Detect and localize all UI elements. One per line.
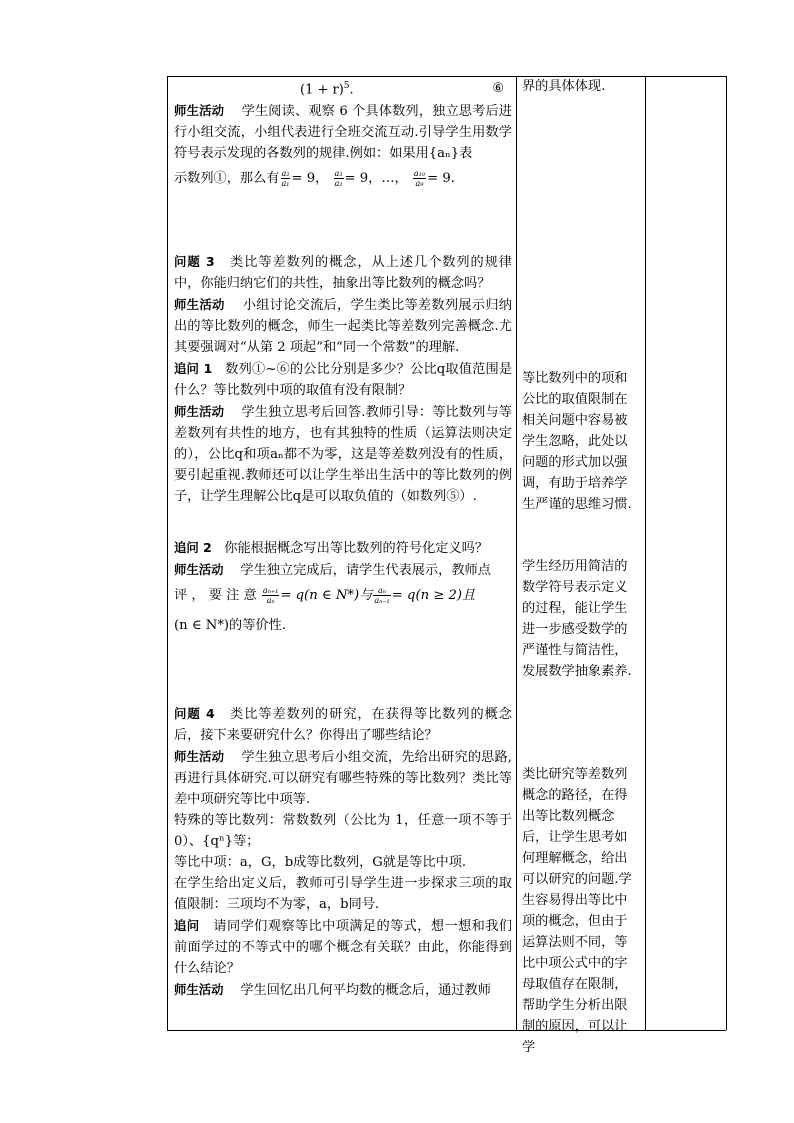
teacher-guide: 在学生给出定义后，教师可引导学生进一步探求三项的取值限制：三项均不为零，a，b同号. <box>174 876 512 913</box>
fraction: $\frac{\text{a₃}}{\text{a₂}}$ <box>334 169 343 189</box>
geometric-mean-def: 等比中项：a，G，b成等比数列，G就是等比中项. <box>174 855 467 871</box>
symbolic-definition: 评 ， 要 注 意 $\frac{\text{aₙ₊₁}}{\text{aₙ}}$ = q(n ∈ N*)与 $\frac{\text{aₙ}}{\text{aₙ₋₁}}$ = q(n ≥ 2)且 <box>174 586 476 606</box>
question-3: 问题 3 类比等差数列的概念，从上述几个数列的规律中，你能归纳它们的共性，抽象出等比数列的概念吗？ <box>174 254 512 292</box>
activity-column <box>174 76 512 1001</box>
follow-up-1: 追问 1 数列①~⑥的公比分别是多少？公比q取值范围是什么？等比数列中项的取值有没有限制？ <box>174 361 513 399</box>
activity-paragraph: 师生活动 小组讨论交流后，学生类比等差数列展示归纳出的等比数列的概念，师生一起类比等差数列完善概念.尤其要强调对“从第 2 项起”和“同一个常数”的理解. <box>174 297 512 356</box>
fraction: $\frac{\text{a₂}}{\text{a₁}}$ <box>281 169 290 189</box>
activity-paragraph: 师生活动 学生独立完成后，请学生代表展示，教师点 <box>174 562 491 579</box>
fraction: $\frac{\text{aₙ}}{\text{aₙ₋₁}}$ <box>374 586 390 606</box>
activity-paragraph: 师生活动 学生回忆出几何平均数的概念后，通过教师 <box>174 982 491 999</box>
note-3: 类比研究等差数列概念的路径，在得出等比数列概念后，让学生思考如何理解概念，给出可以研究的问题.学生容易得出等比中项的概念，但由于运算法则不同，等比中项公式中的字母取值存在限制，帮助学生分析出限制的原因，可以让学 <box>522 767 632 1055</box>
question-4: 问题 4 类比等差数列的研究，在获得等比数列的概念后，接下来要研究什么？你得出了哪些结论？ <box>174 706 512 744</box>
table-border-right <box>726 76 727 1030</box>
follow-up-3: 追问 请同学们观察等比中项满足的等式，想一想和我们前面学过的不等式中的哪个概念有关联？由此，你能得到什么结论？ <box>174 918 513 977</box>
formula-line: $(1 + r)^5$. ⑥ <box>174 76 512 100</box>
special-sequences: 特殊的等比数列：常数数列（公比为 1，任意一项不等于 0）、{qⁿ}等； <box>174 813 512 850</box>
equivalence-line: (n ∈ N*)的等价性. <box>174 618 287 634</box>
table-border-bottom <box>167 1030 726 1031</box>
note-1: 等比数列中的项和公比的取值限制在相关问题中容易被学生忽略，此处以问题的形式加以强调，有助于培养学生严谨的思维习惯. <box>522 371 632 512</box>
ratio-example: 示数列①，那么有 $\frac{\text{a₂}}{\text{a₁}}$ = 9， $\frac{\text{a₃}}{\text{a₂}}$ = 9，…， $\frac{\text{a₁₀}}{\text{a₉}}$ = 9. <box>174 169 455 189</box>
note-top: 界的具体体现. <box>522 79 606 94</box>
follow-up-2: 追问 2 你能根据概念写出等比数列的符号化定义吗？ <box>174 540 489 557</box>
fraction: $\frac{\text{a₁₀}}{\text{a₉}}$ <box>413 169 426 189</box>
activity-paragraph: 师生活动 学生独立思考后回答.教师引导：等比数列与等差数列有共性的地方，也有其独特的性质（运算法则决定的），公比q和项aₙ都不为零，这是等差数列没有的性质，要引起重视.教师还可以让学生举出生活中的等比数列的例子，让学生理解公比q是可以取负值的（如数列⑤）. <box>174 404 512 505</box>
note-2: 学生经历用简洁的数学符号表示定义的过程，能让学生进一步感受数学的严谨性与简洁性，发展数学抽象素养. <box>522 559 632 679</box>
fraction: $\frac{\text{aₙ₊₁}}{\text{aₙ}}$ <box>262 586 279 606</box>
circle-number: ⑥ <box>492 80 504 96</box>
table-border-right-inner <box>645 76 646 1030</box>
table-border-mid <box>516 76 517 1030</box>
activity-paragraph: 师生活动 学生独立思考后小组交流，先给出研究的思路,再进行具体研究.可以研究有哪些特殊的等比数列？类比等差中项研究等比中项等. <box>174 749 512 808</box>
table-border-left <box>167 76 168 1030</box>
activity-paragraph: 师生活动 学生阅读、观察 6 个具体数列，独立思考后进行小组交流，小组代表进行全班交流互动.引导学生用数学符号表示发现的各数列的规律.例如：如果用{aₙ}表 <box>174 103 512 162</box>
